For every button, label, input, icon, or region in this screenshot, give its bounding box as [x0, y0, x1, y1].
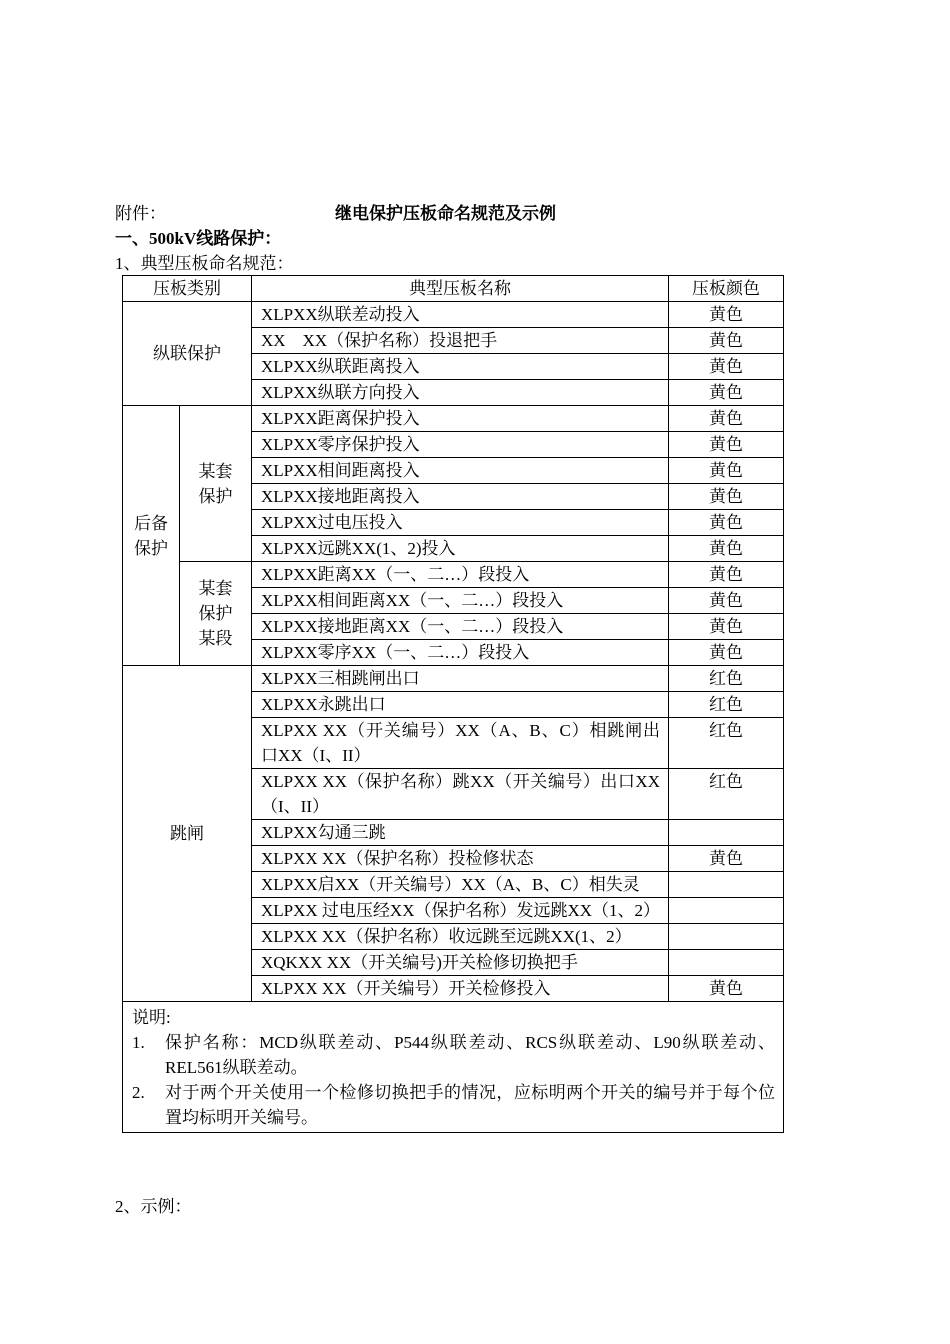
platen-name: XLPXX勾通三跳 [252, 820, 669, 846]
platen-color: 黄色 [669, 976, 784, 1002]
notes-row [123, 1002, 784, 1133]
note-number: 2. [132, 1083, 145, 1102]
table-row [123, 562, 784, 588]
platen-name: XLPXX XX（开关编号）XX（A、B、C）相跳闸出口XX（I、II） [252, 718, 669, 769]
platen-color: 黄色 [669, 432, 784, 458]
header-category: 压板类别 [123, 276, 252, 302]
platen-color: 黄色 [669, 562, 784, 588]
platen-color: 黄色 [669, 846, 784, 872]
note-item [132, 1080, 775, 1130]
platen-color: 黄色 [669, 406, 784, 432]
platen-name: XLPXX距离保护投入 [252, 406, 669, 432]
platen-color: 红色 [669, 666, 784, 692]
platen-color: 红色 [669, 769, 784, 820]
platen-color: 黄色 [669, 510, 784, 536]
platen-naming-table [122, 275, 784, 1133]
platen-color [669, 872, 784, 898]
section-heading: 一、500kV线路保护： [115, 229, 282, 248]
platen-name: XLPXX三相跳闸出口 [252, 666, 669, 692]
platen-name: XLPXX相间距离投入 [252, 458, 669, 484]
platen-name: XLPXX距离XX（一、二…）段投入 [252, 562, 669, 588]
table-header-row [123, 276, 784, 302]
table-row [123, 666, 784, 692]
platen-name: XLPXX 过电压经XX（保护名称）发远跳XX（1、2） [252, 898, 669, 924]
platen-name: XLPXX纵联方向投入 [252, 380, 669, 406]
platen-name: XLPXX XX（保护名称）收远跳至远跳XX(1、2） [252, 924, 669, 950]
platen-color [669, 898, 784, 924]
subcategory-mouta: 某套保护 [180, 406, 252, 562]
platen-name: XX XX（保护名称）投退把手 [252, 328, 669, 354]
platen-name: XLPXX过电压投入 [252, 510, 669, 536]
platen-name: XLPXX接地距离投入 [252, 484, 669, 510]
platen-name: XLPXX零序保护投入 [252, 432, 669, 458]
note-text: 对于两个开关使用一个检修切换把手的情况，应标明两个开关的编号并于每个位置均标明开关编号。 [165, 1083, 775, 1127]
platen-name: XLPXX XX（保护名称）跳XX（开关编号）出口XX（I、II） [252, 769, 669, 820]
document-title: 继电保护压板命名规范及示例 [335, 204, 556, 223]
platen-color: 黄色 [669, 302, 784, 328]
platen-color: 黄色 [669, 536, 784, 562]
platen-name: XLPXX XX（保护名称）投检修状态 [252, 846, 669, 872]
header-color: 压板颜色 [669, 276, 784, 302]
subsection-heading: 1、典型压板命名规范： [115, 254, 294, 273]
notes-cell [123, 1002, 784, 1133]
subsection-heading-2: 2、示例： [115, 1197, 192, 1216]
attachment-label: 附件： [115, 204, 166, 223]
platen-color: 红色 [669, 692, 784, 718]
platen-color: 黄色 [669, 458, 784, 484]
note-text: 保护名称：MCD纵联差动、P544纵联差动、RCS纵联差动、L90纵联差动、REL561纵联差动。 [165, 1033, 775, 1077]
platen-name: XLPXX XX（开关编号）开关检修投入 [252, 976, 669, 1002]
notes-list [132, 1030, 775, 1130]
category-zonglian: 纵联保护 [123, 302, 252, 406]
header-name: 典型压板名称 [252, 276, 669, 302]
category-tiaozha: 跳闸 [123, 666, 252, 1002]
platen-color: 黄色 [669, 614, 784, 640]
platen-name: XLPXX相间距离XX（一、二…）段投入 [252, 588, 669, 614]
table-row [123, 302, 784, 328]
platen-name: XQKXX XX（开关编号)开关检修切换把手 [252, 950, 669, 976]
note-number: 1. [132, 1033, 145, 1052]
header-line [115, 203, 556, 225]
subcategory-moutaoduan: 某套保护某段 [180, 562, 252, 666]
platen-color: 黄色 [669, 354, 784, 380]
platen-color: 黄色 [669, 640, 784, 666]
notes-title: 说明: [132, 1008, 171, 1027]
platen-color: 黄色 [669, 328, 784, 354]
platen-color: 红色 [669, 718, 784, 769]
platen-name: XLPXX远跳XX(1、2)投入 [252, 536, 669, 562]
platen-name: XLPXX纵联差动投入 [252, 302, 669, 328]
platen-color: 黄色 [669, 380, 784, 406]
platen-color [669, 950, 784, 976]
category-houbei: 后备保护 [123, 406, 180, 666]
platen-name: XLPXX永跳出口 [252, 692, 669, 718]
platen-color [669, 820, 784, 846]
table-row [123, 406, 784, 432]
platen-name: XLPXX接地距离XX（一、二…）段投入 [252, 614, 669, 640]
platen-color: 黄色 [669, 588, 784, 614]
platen-name: XLPXX纵联距离投入 [252, 354, 669, 380]
platen-color [669, 924, 784, 950]
platen-name: XLPXX零序XX（一、二…）段投入 [252, 640, 669, 666]
platen-color: 黄色 [669, 484, 784, 510]
platen-name: XLPXX启XX（开关编号）XX（A、B、C）相失灵 [252, 872, 669, 898]
note-item [132, 1030, 775, 1080]
